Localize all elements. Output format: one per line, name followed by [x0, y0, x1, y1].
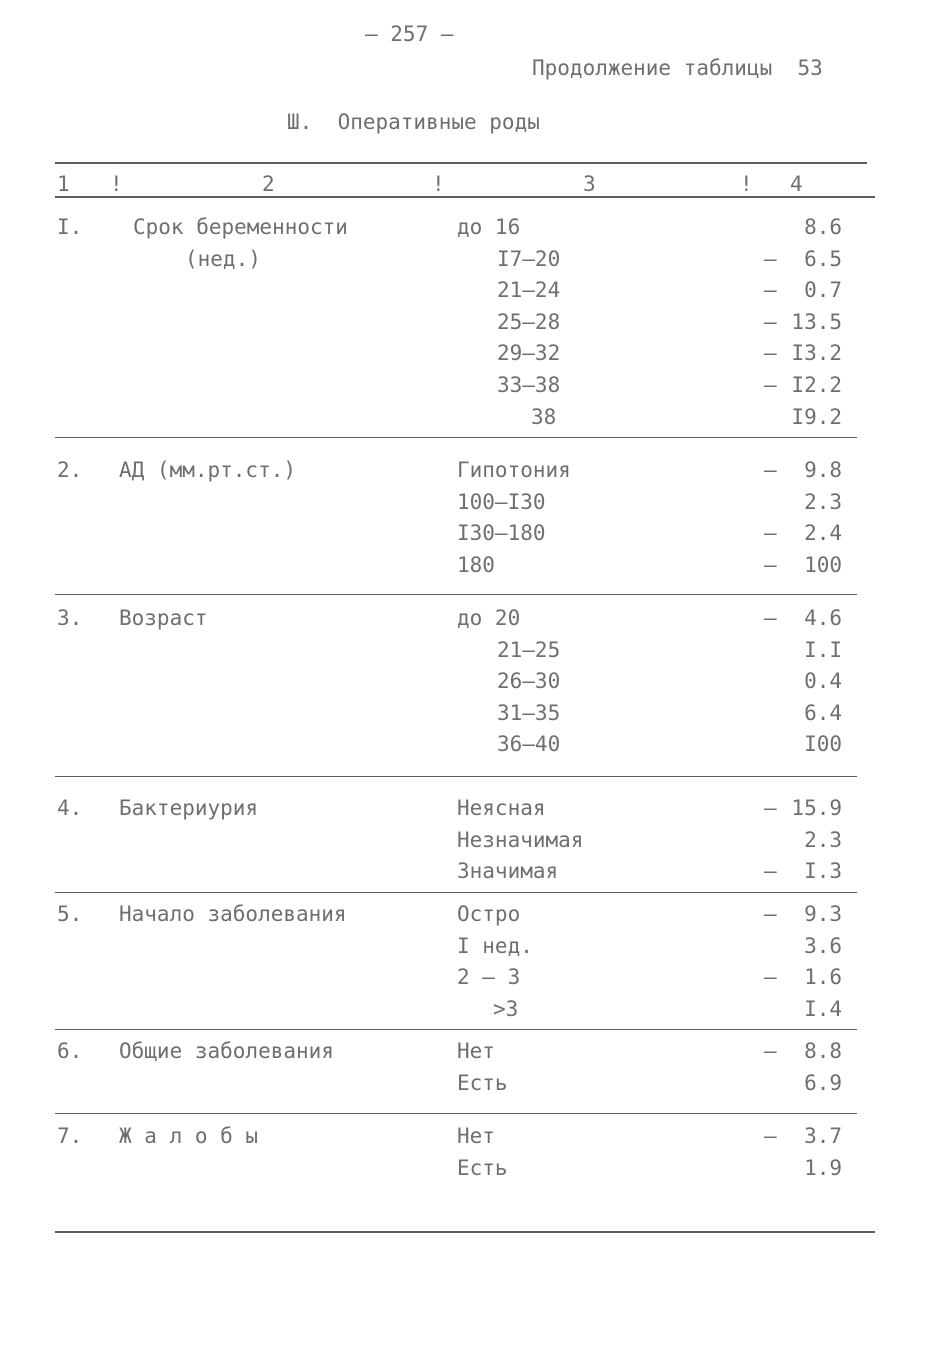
row-value: Нет — [457, 1124, 495, 1148]
row-number: 1.9 — [804, 1155, 842, 1180]
row-sign: – — [764, 373, 777, 397]
row-value: 2 – 3 — [457, 965, 521, 990]
row-number: 4.6 — [804, 606, 842, 630]
section-title: Ш. Оперативные роды — [287, 110, 540, 134]
row-sign: – — [764, 458, 777, 482]
row-number: 9.8 — [804, 458, 842, 482]
row-number: I2.2 — [791, 373, 842, 397]
group-number: 6. — [57, 1039, 83, 1063]
row-value: Значимая — [457, 859, 559, 884]
row-number: I.4 — [804, 996, 842, 1021]
row-value: >3 — [493, 996, 519, 1021]
row-value: 29–32 — [497, 341, 561, 366]
row-value: 26–30 — [497, 669, 561, 694]
row-sign: – — [764, 309, 777, 334]
row-number: 8.8 — [804, 1039, 842, 1063]
group-number: 4. — [57, 796, 83, 820]
row-number: 15.9 — [791, 796, 842, 820]
row-sign: – — [764, 246, 777, 271]
row-number: 0.4 — [804, 669, 842, 694]
group-separator-rule — [55, 892, 857, 893]
header-col-1: 1 — [57, 172, 70, 196]
row-value: 31–35 — [497, 700, 561, 725]
row-number: 100 — [804, 552, 842, 577]
header-col-2: 2 — [262, 172, 275, 196]
row-sign: – — [764, 606, 777, 630]
row-sign: – — [764, 965, 777, 990]
row-sign: – — [764, 278, 777, 303]
row-sign: – — [764, 552, 777, 577]
table-continuation-label: Продолжение таблицы 53 — [532, 56, 823, 80]
group-number: 3. — [57, 606, 83, 630]
row-value: Неясная — [457, 796, 546, 820]
row-number: I.3 — [804, 859, 842, 884]
header-separator: ! — [110, 172, 123, 196]
row-sign: – — [764, 902, 777, 926]
row-number: 3.6 — [804, 933, 842, 958]
group-separator-rule — [55, 594, 857, 595]
group-separator-rule — [55, 776, 857, 777]
row-value: I7–20 — [497, 246, 561, 271]
row-number: 13.5 — [791, 309, 842, 334]
row-sign: – — [764, 1124, 777, 1148]
group-label: Ж а л о б ы — [119, 1124, 259, 1148]
group-label: Бактериурия — [119, 796, 259, 820]
row-value: 100–I30 — [457, 489, 546, 514]
header-col-4: 4 — [790, 172, 803, 196]
group-number: 2. — [57, 458, 83, 482]
row-value: Гипотония — [457, 458, 571, 482]
row-value: Незначимая — [457, 827, 584, 852]
row-number: 6.9 — [804, 1070, 842, 1095]
row-number: 6.4 — [804, 700, 842, 725]
group-number: I. — [57, 215, 83, 239]
group-label: АД (мм.рт.ст.) — [119, 458, 297, 482]
row-value: I нед. — [457, 933, 533, 958]
group-label: Общие заболевания — [119, 1039, 334, 1063]
group-number: 7. — [57, 1124, 83, 1148]
page-number: – 257 – — [365, 22, 454, 46]
row-value: до 16 — [457, 215, 521, 239]
group-label: Возраст — [119, 606, 208, 630]
row-number: I00 — [804, 732, 842, 757]
row-value: Остро — [457, 902, 521, 926]
group-separator-rule — [55, 437, 857, 438]
group-number: 5. — [57, 902, 83, 926]
table-top-rule — [55, 162, 867, 164]
row-sign: – — [764, 521, 777, 546]
row-sign: – — [764, 796, 777, 820]
group-label: Начало заболевания — [119, 902, 347, 926]
header-col-3: 3 — [583, 172, 596, 196]
row-number: 8.6 — [804, 215, 842, 239]
row-number: 6.5 — [804, 246, 842, 271]
row-value: 33–38 — [497, 373, 561, 397]
row-value: Нет — [457, 1039, 495, 1063]
row-number: 0.7 — [804, 278, 842, 303]
row-number: 2.3 — [804, 827, 842, 852]
row-number: 9.3 — [804, 902, 842, 926]
row-number: 3.7 — [804, 1124, 842, 1148]
header-separator: ! — [432, 172, 445, 196]
row-value: Есть — [457, 1070, 508, 1095]
row-number: 2.4 — [804, 521, 842, 546]
group-separator-rule — [55, 1029, 857, 1030]
row-sign: – — [764, 1039, 777, 1063]
row-number: I3.2 — [791, 341, 842, 366]
row-number: I.I — [804, 637, 842, 662]
row-value: 36–40 — [497, 732, 561, 757]
group-label: (нед.) — [185, 246, 261, 271]
row-value: 180 — [457, 552, 495, 577]
row-number: I9.2 — [791, 404, 842, 429]
group-label: Срок беременности — [133, 215, 348, 239]
row-number: 2.3 — [804, 489, 842, 514]
row-sign: – — [764, 341, 777, 366]
header-bottom-rule — [55, 196, 875, 198]
row-value: 38 — [531, 404, 557, 429]
row-value: I30–180 — [457, 521, 546, 546]
table-bottom-rule — [55, 1231, 875, 1233]
row-value: 21–24 — [497, 278, 561, 303]
header-separator: ! — [740, 172, 753, 196]
row-value: Есть — [457, 1155, 508, 1180]
group-separator-rule — [55, 1113, 857, 1114]
row-number: 1.6 — [804, 965, 842, 990]
row-value: 25–28 — [497, 309, 561, 334]
row-value: до 20 — [457, 606, 521, 630]
row-sign: – — [764, 859, 777, 884]
row-value: 21–25 — [497, 637, 561, 662]
